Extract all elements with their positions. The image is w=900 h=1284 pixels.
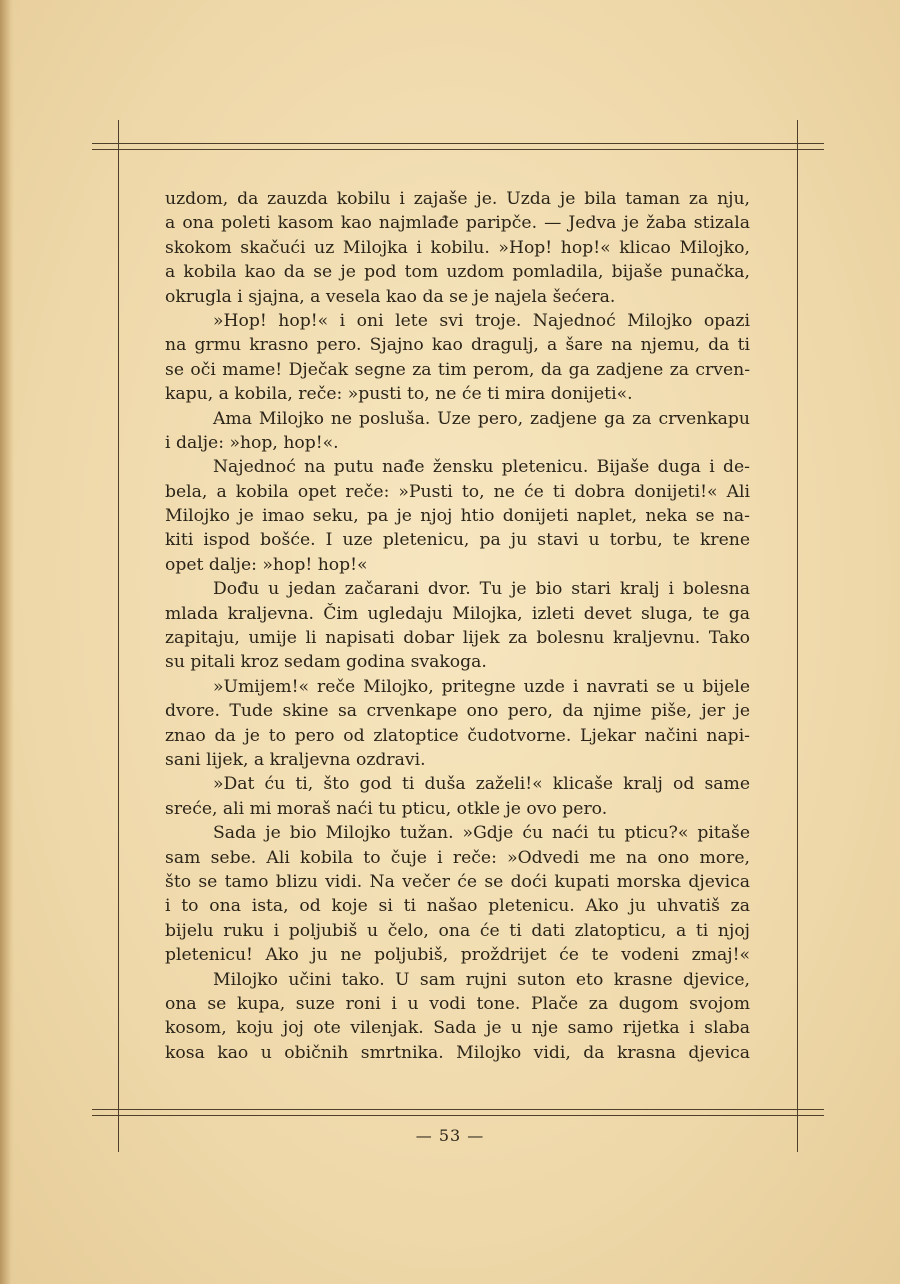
text-line: Najednoć na putu nađe žensku pletenicu. Bijaše duga i de- (213, 457, 750, 478)
text-line: Milojko je imao seku, pa je njoj htio donijeti naplet, neka se na- (165, 506, 750, 527)
text-line: bijelu ruku i poljubiš u čelo, ona će ti dati zlatopticu, a ti njoj (165, 920, 750, 941)
text-line: Dođu u jedan začarani dvor. Tu je bio stari kralj i bolesna (213, 579, 750, 600)
text-line: opet dalje: »hop! hop!« (165, 554, 368, 575)
page-number: — 53 — (415, 1126, 485, 1145)
text-line: kapu, a kobila, reče: »pusti to, ne će ti mira donijeti«. (165, 384, 633, 405)
text-line: sreće, ali mi moraš naći tu pticu, otkle je ovo pero. (165, 798, 608, 819)
frame-bottom-rule-inner (92, 1115, 824, 1116)
text-line: pletenicu! Ako ju ne poljubiš, proždrijet će te vodeni zmaj!« (165, 945, 750, 966)
frame-top-rule (92, 143, 824, 144)
text-line: bela, a kobila opet reče: »Pusti to, ne će ti dobra donijeti!« Ali (165, 481, 750, 502)
text-line: na grmu krasno pero. Sjajno kao dragulj, a šare na njemu, da ti (165, 335, 750, 356)
frame-bottom-rule (92, 1109, 824, 1110)
text-line: mlada kraljevna. Čim ugledaju Milojka, izleti devet sluga, te ga (165, 603, 750, 624)
text-line: uzdom, da zauzda kobilu i zajaše je. Uzda je bila taman za nju, (165, 189, 750, 209)
text-line: i to ona ista, od koje si ti našao pletenicu. Ako ju uhvatiš za (165, 896, 750, 917)
text-line: »Umijem!« reče Milojko, pritegne uzde i navrati se u bijele (213, 676, 750, 697)
frame-left-rule (118, 120, 119, 1152)
text-line: kosa kao u običnih smrtnika. Milojko vidi, da krasna djevica (165, 1042, 750, 1063)
text-line: sam sebe. Ali kobila to čuje i reče: »Odvedi me na ono more, (165, 847, 750, 868)
text-line: dvore. Tude skine sa crvenkape ono pero, da njime piše, jer je (165, 701, 750, 722)
text-line: kosom, koju joj ote vilenjak. Sada je u nje samo rijetka i slaba (165, 1018, 750, 1039)
text-line: Sada je bio Milojko tužan. »Gdje ću naći tu pticu?« pitaše (213, 823, 750, 844)
text-line: Milojko učini tako. U sam rujni suton eto krasne djevice, (213, 969, 750, 990)
text-line: skokom skačući uz Milojka i kobilu. »Hop! hop!« klicao Milojko, (165, 237, 750, 258)
text-line: sani lijek, a kraljevna ozdravi. (165, 749, 426, 770)
text-line: okrugla i sjajna, a vesela kao da se je najela šećera. (165, 286, 616, 307)
text-line: i dalje: »hop, hop!«. (165, 432, 339, 453)
frame-top-rule-inner (92, 149, 824, 150)
page-spine-shadow (0, 0, 14, 1284)
text-line: ona se kupa, suze roni i u vodi tone. Plače za dugom svojom (165, 993, 750, 1014)
text-line: se oči mame! Dječak segne za tim perom, da ga zadjene za crven- (165, 359, 750, 380)
body-text (165, 187, 750, 1065)
text-line: a ona poleti kasom kao najmlađe paripče. — Jedva je žaba stizala (165, 213, 750, 234)
text-line: zapitaju, umije li napisati dobar lijek za bolesnu kraljevnu. Tako (165, 628, 750, 649)
text-line: znao da je to pero od zlatoptice čudotvorne. Ljekar načini napi- (165, 725, 750, 746)
text-line: što se tamo blizu vidi. Na večer će se doći kupati morska djevica (165, 871, 750, 892)
text-line: su pitali kroz sedam godina svakoga. (165, 652, 487, 673)
text-line: Ama Milojko ne posluša. Uze pero, zadjene ga za crvenkapu (213, 408, 750, 429)
text-line: »Hop! hop!« i oni lete svi troje. Najednoć Milojko opazi (213, 310, 750, 331)
text-line: »Dat ću ti, što god ti duša zaželi!« klicaše kralj od same (213, 774, 750, 795)
text-line: kiti ispod bošće. I uze pletenicu, pa ju stavi u torbu, te krene (165, 530, 750, 551)
frame-right-rule (797, 120, 798, 1152)
text-line: a kobila kao da se je pod tom uzdom pomladila, bijaše punačka, (165, 262, 750, 283)
